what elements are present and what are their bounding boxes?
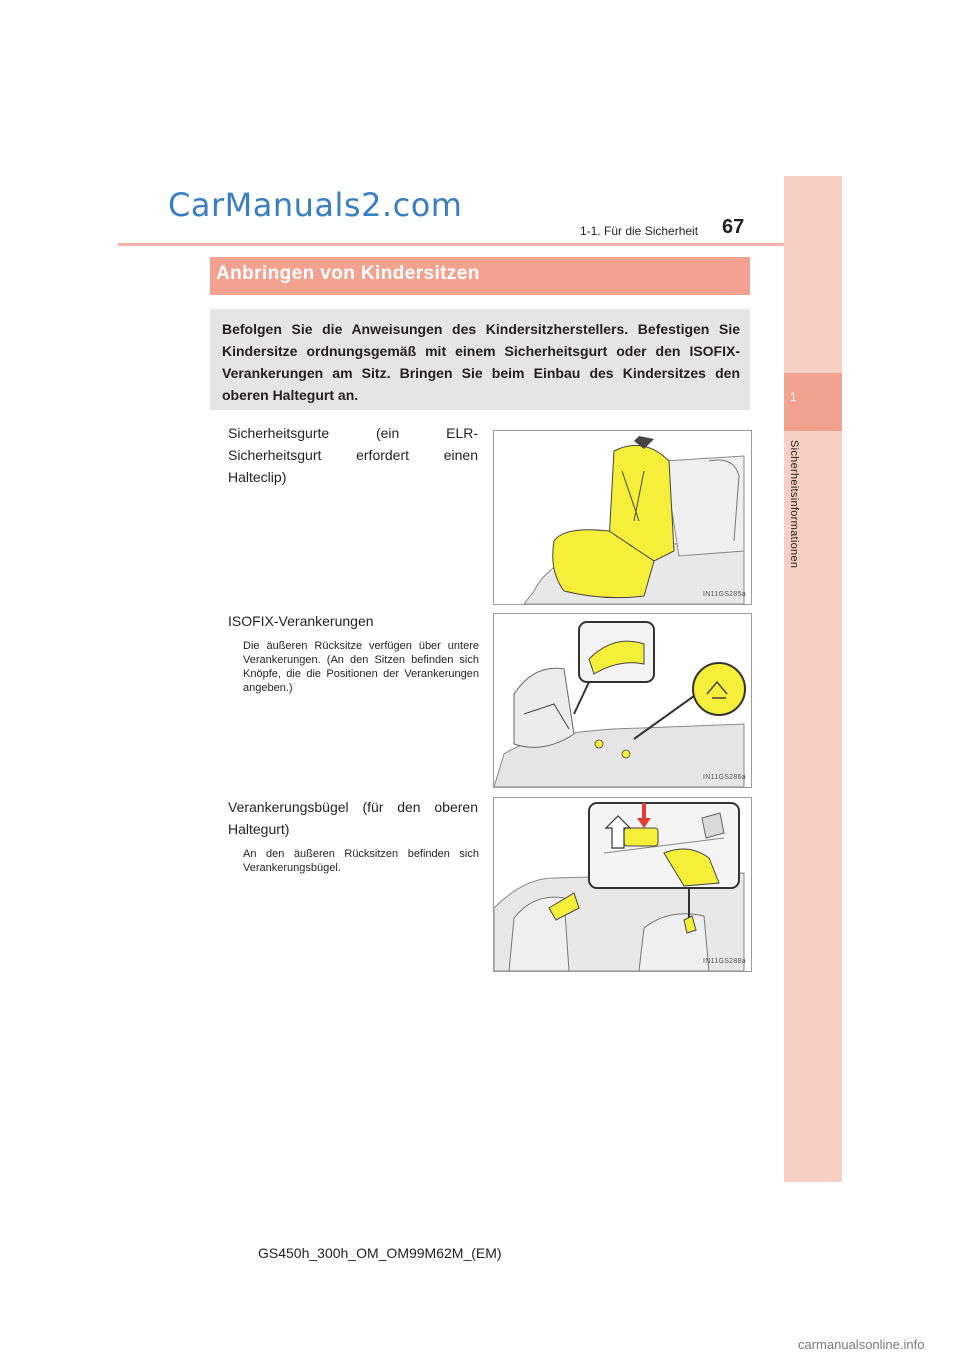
item-desc-anchor-bracket: An den äußeren Rücksitzen befinden sich Verankerungsbügel. — [243, 848, 479, 874]
figure-code: IN11GS285a — [703, 591, 746, 598]
chapter-label: Sicherheitsinformationen — [788, 440, 800, 569]
side-tab — [784, 176, 842, 1182]
page-number: 67 — [722, 216, 745, 238]
watermark-logo: CarManuals2.com — [168, 186, 463, 224]
figure-code: IN11GS286a — [703, 774, 746, 781]
item-title-seatbelts: Sicherheitsgurte (ein ELR-Sicherheitsgurt erfordert einen Halteclip) — [228, 425, 478, 485]
figure-code: IN11GS288a — [703, 958, 746, 965]
figure-seatbelt-child-seat — [493, 430, 752, 605]
footer-model-code: GS450h_300h_OM_OM99M62M_(EM) — [258, 1245, 502, 1261]
page-heading: Anbringen von Kindersitzen — [216, 263, 480, 284]
item-title-isofix: ISOFIX-Verankerungen — [228, 613, 374, 629]
section-title: 1-1. Für die Sicherheit — [580, 224, 699, 238]
figure-isofix-anchors — [493, 613, 752, 788]
intro-text: Befolgen Sie die Anweisungen des Kindersitzherstellers. Befestigen Sie Kindersitze ordnungsgemäß mit einem Sicherheitsgurt oder den ISOFIX-Verankerungen am Sitz. Bringen Sie beim Einbau des Kindersitzes den oberen Haltegurt an. — [222, 321, 740, 403]
footer-watermark: carmanualsonline.info — [798, 1337, 925, 1352]
item-title-anchor-bracket: Verankerungsbügel (für den oberen Haltegurt) — [228, 799, 478, 837]
figure-top-tether-anchor — [493, 797, 752, 972]
chapter-number: 1 — [790, 390, 797, 404]
header-divider — [118, 243, 840, 246]
item-desc-isofix: Die äußeren Rücksitze verfügen über untere Verankerungen. (An den Sitzen befinden sich Knöpfe, die die Positionen der Verankerungen angeben.) — [243, 640, 479, 694]
